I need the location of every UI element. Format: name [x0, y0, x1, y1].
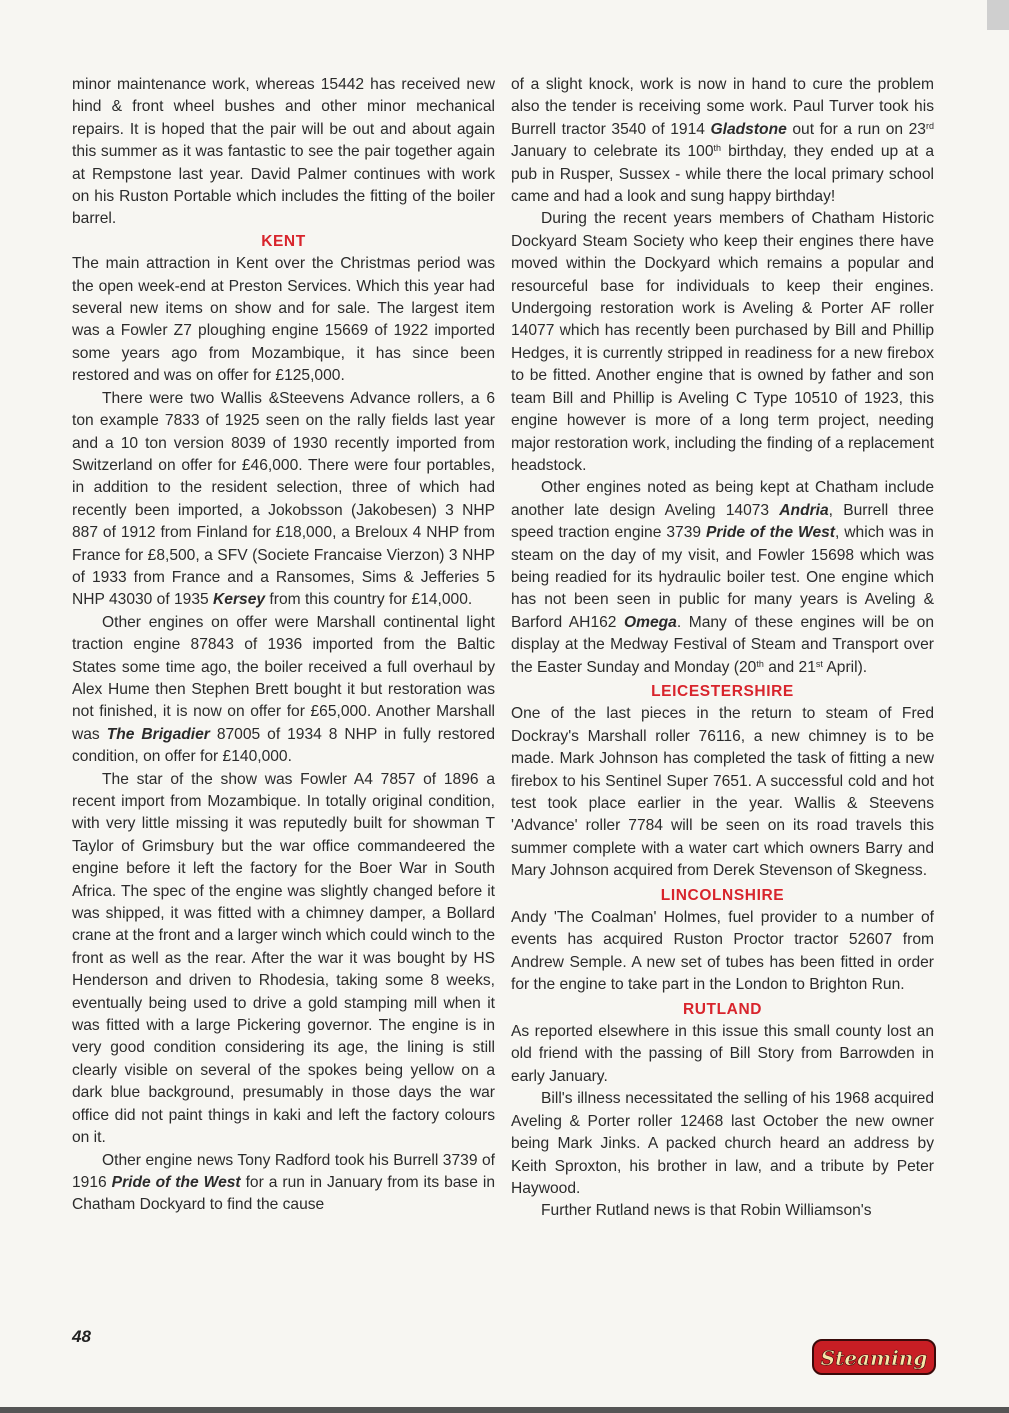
- section-heading-rutland: RUTLAND: [682, 1000, 763, 1018]
- engine-name: Omega: [623, 613, 677, 631]
- section-heading-lincolnshire: LINCOLNSHIRE: [660, 886, 785, 904]
- logo-text: Steaming: [820, 1346, 928, 1370]
- engine-name: The Brigadier: [106, 725, 210, 743]
- paragraph: Further Rutland news is that Robin Williamson's: [541, 1202, 872, 1220]
- paragraph: minor maintenance work, whereas 15442 has received new hind & front wheel bushes and other minor mechanical repairs. It is hoped that the pair will be out and about again this summer as it was fantastic to see the pair together again at Rempstone last year. David Palmer continues with work on his Ruston Portable which includes the fitting of the boiler barrel.: [72, 76, 495, 228]
- paragraph: Andy 'The Coalman' Holmes, fuel provider to a number of events has acquired Ruston Proctor tractor 52607 from Andrew Semple. A new set of tubes has been fitted in order for the engine to take part in the London to Brighton Run.: [511, 909, 934, 994]
- section-heading-leicestershire: LEICESTERSHIRE: [651, 682, 794, 700]
- engine-name: Pride of the West: [706, 524, 835, 542]
- paragraph: One of the last pieces in the return to steam of Fred Dockray's Marshall roller 76116, a new chimney is to be made. Mark Johnson has completed the task of fitting a new firebox to his Sentinel Super 7651. A successful cold and hot test took place earlier in the year. Wallis & Steevens 'Advance' roller 7784 will be seen on its road travels this summer complete with a water cart which owners Barry and Mary Johnson acquired from Derek Stevenson of Skegness.: [511, 705, 934, 880]
- paragraph: Bill's illness necessitated the selling of his 1968 acquired Aveling & Porter roller 12468 last October the new owner being Mark Jinks. A packed church heard an address by Keith Sproxton, his brother in law, and a tribute by Peter Haywood.: [511, 1090, 934, 1197]
- steaming-logo: [812, 1339, 936, 1375]
- paragraph: Other engine news Tony Radford took his Burrell 3739 of 1916 Pride of the West for a run in January from its base in Chatham Dockyard to find the cause: [72, 1151, 495, 1214]
- engine-name: Pride of the West: [111, 1173, 241, 1191]
- engine-name: Andria: [779, 501, 829, 519]
- paragraph: As reported elsewhere in this issue this small county lost an old friend with the passing of Bill Story from Barrowden in early January.: [511, 1023, 934, 1085]
- paragraph: The main attraction in Kent over the Christmas period was the open week-end at Preston Services. Which this year had several new items on show and for sale. The largest item was a Fowler Z7 ploughing engine 15669 of 1922 imported some years ago from Mozambique, it has since been restored and was on offer for £125,000.: [72, 255, 495, 385]
- page-edge-mark: [987, 0, 1009, 30]
- engine-name: Gladstone: [710, 120, 787, 138]
- page-bottom-edge: [0, 1407, 1009, 1413]
- paragraph: of a slight knock, work is now in hand to cure the problem also the tender is receiving some work. Paul Turver took his Burrell tractor 3540 of 1914 Gladstone out for a run on 23rd January to celebrate its 100th birthday, they ended up at a pub in Rusper, Sussex - while there the local primary school came and had a look and sung happy birthday!: [511, 76, 934, 206]
- page-number: 48: [72, 1327, 91, 1346]
- paragraph: The star of the show was Fowler A4 7857 of 1896 a recent import from Mozambique. In totally original condition, with very little missing it was reputedly built for showman T Taylor of Grimsbury but the war office commandeered the engine before it left the factory for the Boer War in South Africa. The spec of the engine was slightly changed before it was shipped, it was fitted with a chimney damper, a Bollard crane at the front and a larger winch which could winch to the front as well as the rear. After the war it was bought by HS Henderson and driven to Rhodesia, taking some 8 weeks, eventually being used to drive a gold stamping mill when it was fitted with a large Pickering governor. The engine is in very good condition considering its age, the lining is still clearly visible on several of the spokes being yellow on a dark blue background, presumably in those days the war office did not paint things in kaki and left the factory colours on it.: [72, 770, 496, 1147]
- right-column: [511, 74, 934, 1223]
- paragraph: During the recent years members of Chatham Historic Dockyard Steam Society who keep their engines there have moved within the Dockyard which remains a popular and resourceful base for individuals to keep their engines. Undergoing restoration work is Aveling & Porter AF roller 14077 which has recently been purchased by Bill and Phillip Hedges, it is currently stripped in readiness for a new firebox to be fitted. Another engine that is owned by father and son team Bill and Phillip is Aveling C Type 10510 of 1923, this engine however is more of a long term project, needing major restoration work, including the finding of a replacement headstock.: [511, 210, 934, 474]
- paragraph: Other engines on offer were Marshall continental light traction engine 87843 of 1936 imported from the Baltic States some time ago, the boiler received a full overhaul by Alex Hume then Stephen Brett bought it but restoration was not finished, it is now on offer for £65,000. Another Marshall was The Brigadier 87005 of 1934 8 NHP in fully restored condition, on offer for £140,000.: [72, 613, 495, 766]
- left-column: [72, 74, 495, 1217]
- engine-name: Kersey: [213, 591, 266, 609]
- section-heading-kent: KENT: [261, 232, 306, 250]
- paragraph: Other engines noted as being kept at Chatham include another late design Aveling 14073 Andria, Burrell three speed traction engine 3739 Pride of the West, which was in steam on the day of my visit, and Fowler 15698 which was being readied for its hydraulic boiler test. One engine which has not been seen in public for many years is Aveling & Barford AH162 Omega. Many of these engines will be on display at the Medway Festival of Steam and Transport over the Easter Sunday and Monday (20th and 21st April).: [511, 479, 934, 676]
- paragraph: There were two Wallis &Steevens Advance rollers, a 6 ton example 7833 of 1925 seen on the rally fields last year and a 10 ton version 8039 of 1930 recently imported from Switzerland on offer for £46,000. There were four portables, in addition to the resident selection, three of which had recently been imported, a Jokobsson (Jakobesen) 3 NHP 887 of 1912 from Finland for £18,000, a Breloux 4 NHP from France for £8,500, a SFV (Societe Francaise Vierzon) 3 NHP of 1933 from France and a Ransomes, Sims & Jefferies 5 NHP 43030 of 1935 Kersey from this country for £14,000.: [72, 389, 495, 609]
